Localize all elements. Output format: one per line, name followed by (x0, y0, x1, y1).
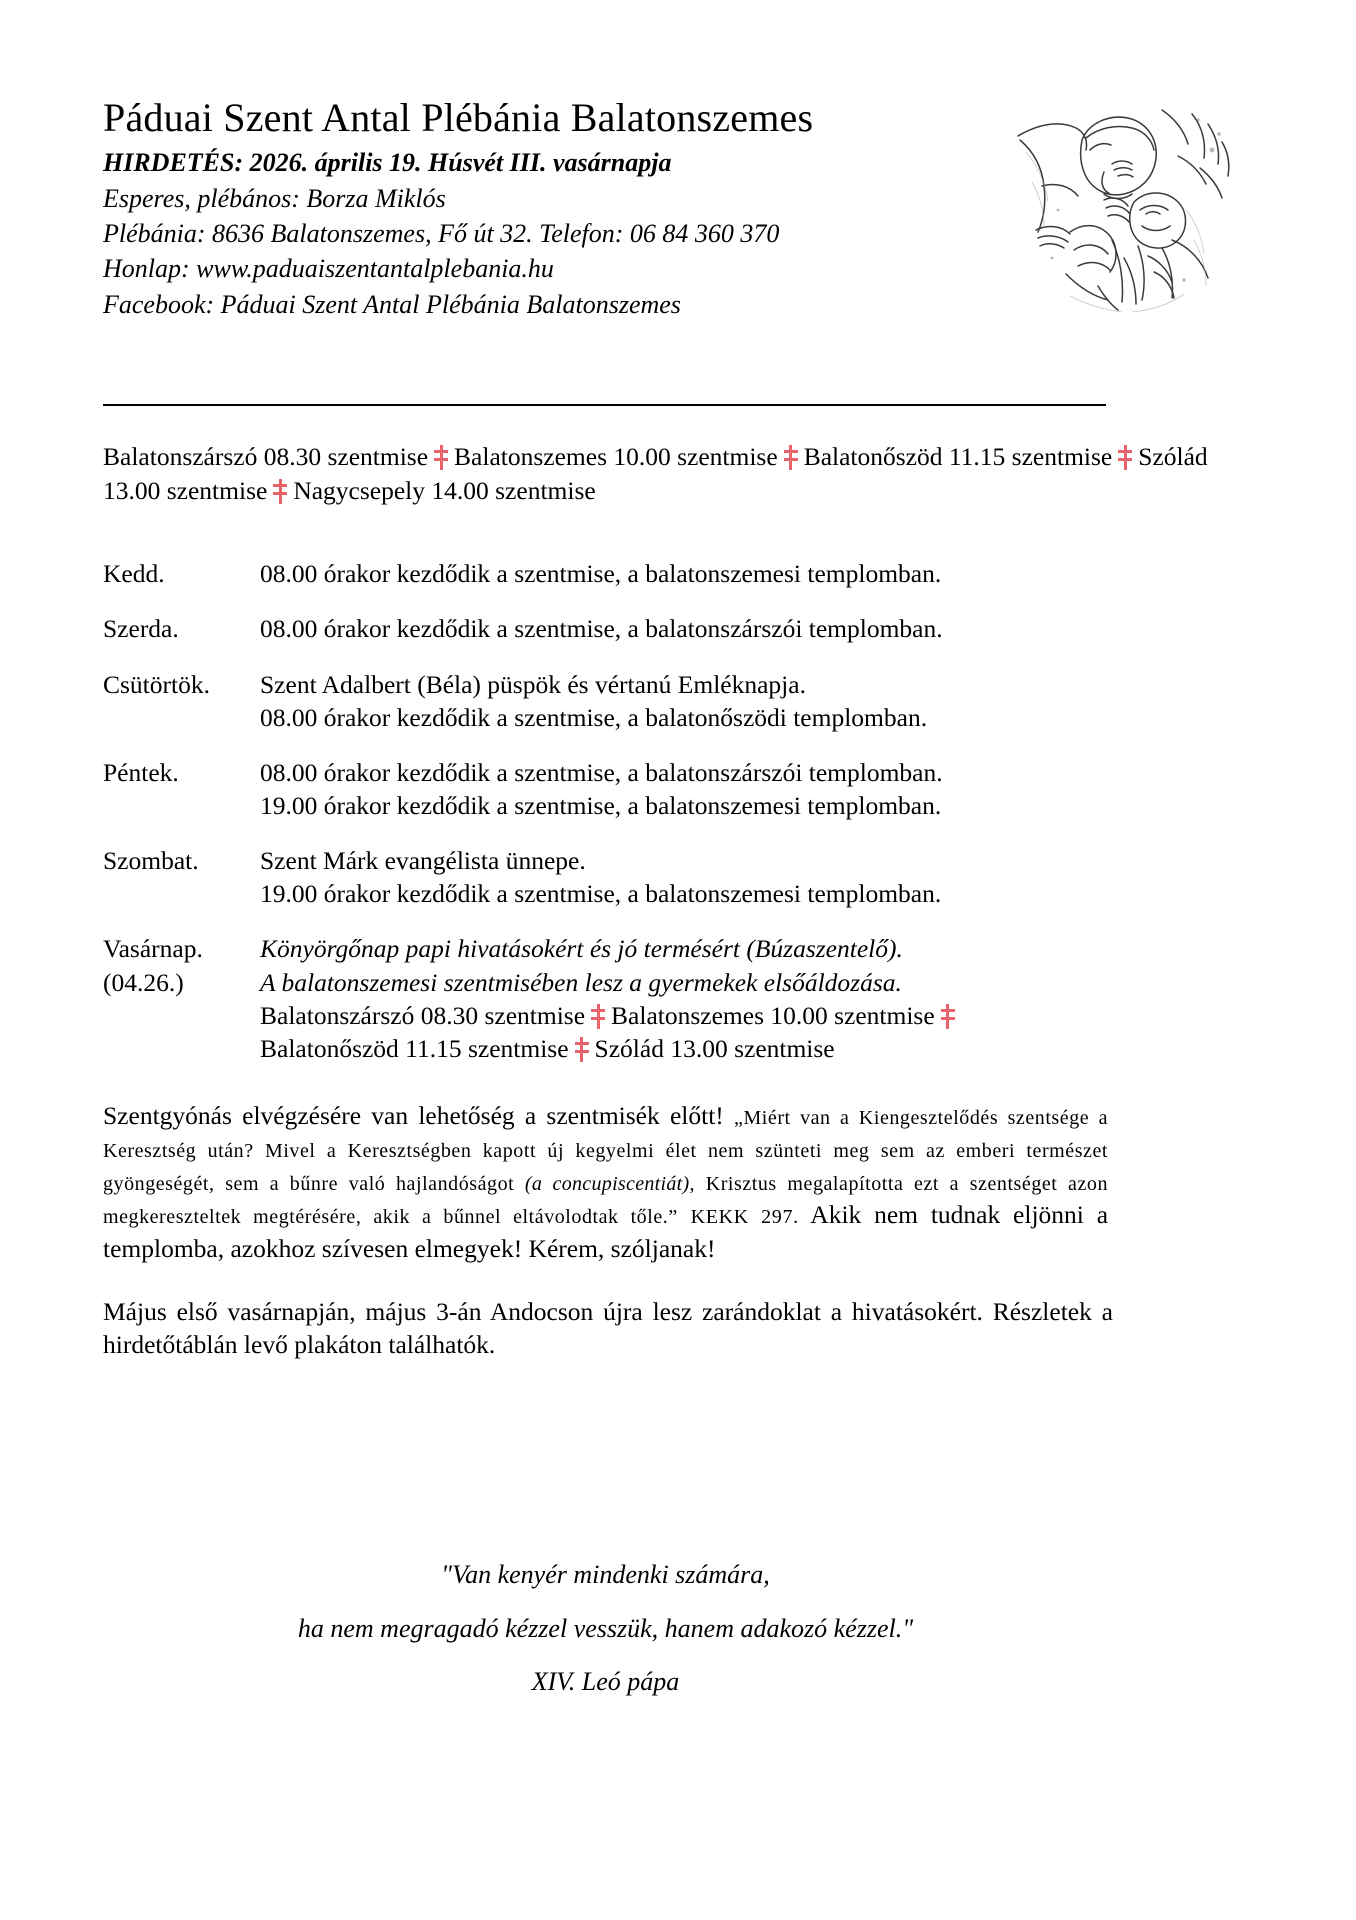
pastor-line: Esperes, plébános: Borza Miklós (103, 183, 446, 213)
closing-quote-attribution: XIV. Leó pápa (531, 1667, 680, 1697)
page-title: Páduai Szent Antal Plébánia Balatonszemes (103, 95, 814, 140)
table-row (103, 822, 1253, 910)
mass-time-balatonszarszo: Balatonszárszó 08.30 szentmise (103, 442, 429, 471)
facebook-line: Facebook: Páduai Szent Antal Plébánia Balatonszemes (103, 289, 681, 319)
day-label-saturday: Szombat. (103, 846, 199, 876)
header-divider (103, 404, 1106, 406)
schedule-line: 19.00 órakor kezdődik a szentmise, a balatonszemesi templomban. (260, 791, 942, 821)
catechism-quote-open: „Miért van a Kiengesztelődés szentsége a Keresztség után? Mivel a Keresztségben kapott új kegyelmi élet nem szünteti meg sem az emberi természet gyöngeségét, sem a bűnre való hajlandóságot (103, 1107, 1109, 1196)
catechism-quote-latin: (a concupiscentiát) (524, 1173, 690, 1196)
schedule-line: 19.00 órakor kezdődik a szentmise, a balatonszemesi templomban. (260, 879, 942, 909)
schedule-line: 08.00 órakor kezdődik a szentmise, a balatonszárszói templomban. (260, 614, 943, 644)
day-label-thursday: Csütörtök. (103, 669, 210, 699)
double-cross-icon (574, 1037, 590, 1062)
header-text-block (103, 96, 1003, 322)
schedule-line: Szent Adalbert (Béla) püspök és vértanú Emléknapja. (260, 669, 806, 699)
table-row (103, 910, 1253, 1065)
day-detail-thursday (260, 646, 1253, 734)
double-cross-icon (1117, 445, 1133, 470)
sunday-note-line-2: A balatonszemesi szentmisében lesz a gyermekek elsőáldozása. (260, 967, 902, 997)
saint-anthony-with-child-jesus-icon (1012, 90, 1238, 318)
double-cross-icon (433, 445, 449, 470)
double-cross-icon (783, 445, 799, 470)
day-detail-sunday (260, 910, 1253, 1065)
mass-time-balatonoszod: 11.15 szentmise (948, 442, 1113, 471)
table-row (103, 590, 1253, 645)
confession-paragraph (103, 1099, 1108, 1265)
day-detail-wednesday (260, 590, 1253, 645)
bulletin-body (103, 440, 1263, 1361)
schedule-line: 08.00 órakor kezdődik a szentmise, a balatonszárszói templomban. (260, 757, 943, 787)
double-cross-icon (590, 1004, 606, 1029)
schedule-line: 08.00 órakor kezdődik a szentmise, a balatonszemesi templomban. (260, 559, 942, 589)
confession-outro: Akik nem tudnak eljönni a templomba, azokhoz szívesen elmegyek! Kérem, szóljanak! (103, 1200, 1109, 1263)
sunday-note-line-1: Könyörgőnap papi hivatásokért és jó termésért (Búzaszentelő). (260, 934, 903, 964)
table-row (103, 646, 1253, 734)
next-mass-balatonszarszo: Balatonszárszó 08.30 szentmise (260, 1000, 586, 1030)
double-cross-icon (272, 479, 288, 504)
day-label-sunday-date: (04.26.) (103, 967, 184, 997)
catechism-source: KEKK 297. (690, 1206, 799, 1229)
next-mass-szolad: Szólád 13.00 szentmise (594, 1033, 835, 1063)
closing-quote-line-2: ha nem megragadó kézzel vesszük, hanem adakozó kézzel." (297, 1613, 914, 1643)
sunday-mass-line-2 (260, 1032, 1253, 1065)
closing-quote-line-1: "Van kenyér mindenki számára, (441, 1560, 770, 1589)
pilgrimage-paragraph: Május első vasárnapján, május 3-án Andocson újra lesz zarándoklat a hivatásokért. Részletek a hirdetőtáblán levő plakáton találhatók. (103, 1296, 1113, 1359)
double-cross-icon (940, 1004, 956, 1029)
schedule-line: 08.00 órakor kezdődik a szentmise, a balatonőszödi templomban. (260, 702, 928, 732)
day-detail-tuesday (260, 535, 1253, 590)
day-detail-friday (260, 734, 1253, 822)
day-label-wednesday: Szerda. (103, 614, 179, 644)
website-line: Honlap: www.paduaiszentantalplebania.hu (103, 254, 554, 284)
schedule-line: Szent Márk evangélista ünnepe. (260, 846, 586, 876)
sunday-mass-line-1 (260, 999, 1253, 1032)
address-line: Plébánia: 8636 Balatonszemes, Fő út 32. Telefon: 06 84 360 370 (103, 218, 780, 248)
closing-quote-block (103, 1548, 1108, 1709)
mass-time-szolad: Szólád 13.00 szentmise (103, 442, 1208, 505)
confession-intro: Szentgyónás elvégzésére van lehetőség a szentmisék előtt! (103, 1101, 724, 1130)
day-label-sunday (103, 910, 260, 1065)
day-label-friday: Péntek. (103, 757, 179, 787)
catechism-quote-close: , Krisztus megalapította ezt a szentséget azon megkereszteltek megtérésére, akik a bűnnel eltávolodtak tőle.” (103, 1173, 1108, 1229)
weekly-schedule-table (103, 535, 1253, 1065)
day-label-tuesday: Kedd. (103, 559, 165, 589)
day-detail-saturday (260, 822, 1253, 910)
sunday-mass-times (103, 440, 1258, 507)
next-mass-balatonoszod: Balatonőszöd 11.15 szentmise (260, 1033, 569, 1063)
table-row (103, 734, 1253, 822)
bulletin-date-line: HIRDETÉS: 2026. április 19. Húsvét III. vasárnapja (103, 148, 672, 178)
mass-time-balatonszemes: Balatonszemes 10.00 szentmise (454, 442, 778, 471)
mass-place-balatonoszod: Balatonőszöd (803, 442, 943, 471)
table-row (103, 535, 1253, 590)
day-label-sunday-name: Vasárnap. (103, 934, 203, 964)
mass-time-nagycsepely: Nagycsepely 14.00 szentmise (293, 475, 596, 505)
next-mass-balatonszemes: Balatonszemes 10.00 szentmise (611, 1000, 935, 1030)
